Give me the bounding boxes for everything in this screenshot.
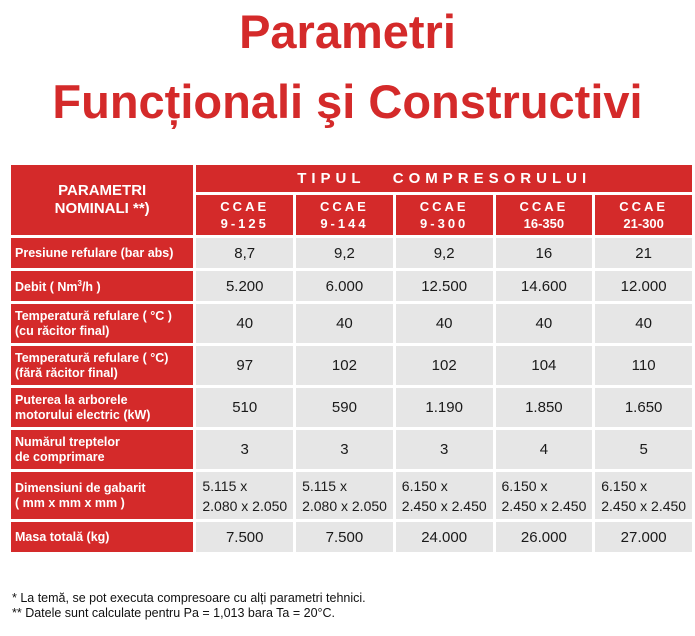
row-label-text: Temperatură refulare ( °C ) — [15, 308, 172, 323]
corner-header-line1: PARAMETRI — [58, 182, 147, 199]
table-cell: 7.500 — [196, 522, 293, 552]
cell-line2: 2.450 x 2.450 — [401, 497, 487, 514]
table-cell: 3 — [296, 430, 393, 469]
page-title-line1: Parametri — [239, 5, 456, 58]
corner-header-line2: NOMINALI **) — [54, 200, 150, 217]
cell-line1: 5.115 x — [302, 477, 347, 494]
parameters-table — [8, 162, 695, 555]
table-cell: 40 — [595, 304, 692, 343]
row-label-line1 — [15, 393, 189, 408]
footnote-1: * La temă, se pot executa compresoare cu alți parametri tehnici. — [12, 591, 366, 605]
row-label-line2: de comprimare — [15, 449, 105, 464]
table-cell — [296, 472, 393, 519]
model-header-0 — [196, 195, 293, 235]
table-cell: 40 — [296, 304, 393, 343]
table-cell: 5.200 — [196, 271, 293, 301]
row-label-text: Numărul treptelor — [15, 434, 120, 449]
model-header-4 — [595, 195, 692, 235]
table-cell: 9,2 — [396, 238, 493, 268]
group-header: TIPUL COMPRESORULUI — [196, 165, 692, 192]
row-label-text-end: /h ) — [81, 280, 101, 295]
table-cell: 14.600 — [496, 271, 593, 301]
table-row — [11, 430, 692, 469]
model-name-line2: 16-350 — [523, 216, 565, 231]
row-label-line2: motorului electric (kW) — [15, 407, 151, 422]
model-name-line1: CCAE — [220, 199, 270, 214]
table-cell — [595, 472, 692, 519]
table-cell: 1.850 — [496, 388, 593, 427]
table-cell: 97 — [196, 346, 293, 385]
model-name-line1: CCAE — [519, 199, 569, 214]
table-cell: 40 — [496, 304, 593, 343]
footnote-2: ** Datele sunt calculate pentru Pa = 1,013 bara Ta = 20°C. — [12, 606, 336, 620]
row-label — [11, 271, 193, 301]
model-header-2 — [396, 195, 493, 235]
model-header-3 — [496, 195, 593, 235]
table-row — [11, 346, 692, 385]
table-cell: 26.000 — [496, 522, 593, 552]
row-label-line2: (cu răcitor final) — [15, 323, 110, 338]
model-name-line2: 21-300 — [623, 216, 664, 231]
row-label-line2: (fără răcitor final) — [15, 365, 118, 380]
cell-line1: 6.150 x — [501, 477, 548, 494]
model-header-1 — [296, 195, 393, 235]
row-label-line1 — [15, 309, 189, 324]
model-name-line2: 9-144 — [320, 216, 369, 231]
table-cell: 6.000 — [296, 271, 393, 301]
table-cell — [196, 472, 293, 519]
table-cell: 21 — [595, 238, 692, 268]
row-label — [11, 346, 193, 385]
footnotes — [12, 591, 366, 621]
table-cell: 12.000 — [595, 271, 692, 301]
table-body — [11, 238, 692, 552]
table-cell: 1.190 — [396, 388, 493, 427]
corner-header — [11, 165, 193, 235]
row-label-text: Masa totală (kg) — [15, 529, 110, 544]
row-label — [11, 472, 193, 519]
table-cell: 1.650 — [595, 388, 692, 427]
model-name-line2: 9-125 — [220, 216, 269, 231]
cell-line2: 2.080 x 2.050 — [302, 497, 387, 514]
row-label — [11, 238, 193, 268]
cell-line2: 2.080 x 2.050 — [202, 497, 288, 514]
model-name-line1: CCAE — [320, 199, 369, 214]
cell-line1: 6.150 x — [401, 477, 448, 494]
row-label-text: Presiune refulare (bar abs) — [15, 245, 174, 260]
row-label — [11, 388, 193, 427]
table-cell: 104 — [496, 346, 593, 385]
cell-line2: 2.450 x 2.450 — [501, 497, 587, 514]
row-label-text: Temperatură refulare ( °C) — [15, 350, 169, 365]
table-cell: 5 — [595, 430, 692, 469]
table-cell: 110 — [595, 346, 692, 385]
table-row — [11, 271, 692, 301]
table-cell: 3 — [396, 430, 493, 469]
table-row — [11, 304, 692, 343]
row-label-line1 — [15, 530, 189, 545]
table-cell: 27.000 — [595, 522, 692, 552]
cell-line1: 6.150 x — [601, 477, 648, 494]
table-cell: 9,2 — [296, 238, 393, 268]
table-cell: 102 — [296, 346, 393, 385]
table-cell — [396, 472, 493, 519]
table-row — [11, 238, 692, 268]
table-cell: 40 — [196, 304, 293, 343]
table-row — [11, 388, 692, 427]
row-label-line1 — [15, 481, 189, 496]
row-label — [11, 522, 193, 552]
row-label-line1 — [15, 276, 189, 295]
model-name-line1: CCAE — [419, 199, 469, 214]
row-label-line1 — [15, 246, 189, 261]
row-label-line1 — [15, 351, 189, 366]
table-cell — [496, 472, 593, 519]
cell-line2: 2.450 x 2.450 — [601, 497, 687, 514]
model-name-line2: 9-300 — [420, 216, 469, 231]
row-label — [11, 304, 193, 343]
page-title-line2: Funcționali şi Constructivi — [52, 75, 643, 128]
table-cell: 4 — [496, 430, 593, 469]
table-cell: 16 — [496, 238, 593, 268]
table-cell: 102 — [396, 346, 493, 385]
table-cell: 3 — [196, 430, 293, 469]
table-row — [11, 472, 692, 519]
table-cell: 24.000 — [396, 522, 493, 552]
table-row — [11, 522, 692, 552]
cell-line1: 5.115 x — [202, 477, 248, 494]
table-cell: 12.500 — [396, 271, 493, 301]
row-label-text: Dimensiuni de gabarit — [15, 480, 146, 495]
row-label-text: Debit ( Nm — [15, 280, 78, 295]
model-name-line1: CCAE — [619, 199, 669, 214]
row-label-line1 — [15, 435, 189, 450]
row-label-superscript: 3 — [77, 279, 82, 289]
row-label-text: Puterea la arborele — [15, 392, 128, 407]
table-cell: 40 — [396, 304, 493, 343]
table-cell: 7.500 — [296, 522, 393, 552]
row-label-line2: ( mm x mm x mm ) — [15, 495, 125, 510]
row-label — [11, 430, 193, 469]
table-cell: 510 — [196, 388, 293, 427]
table-cell: 590 — [296, 388, 393, 427]
table-cell: 8,7 — [196, 238, 293, 268]
